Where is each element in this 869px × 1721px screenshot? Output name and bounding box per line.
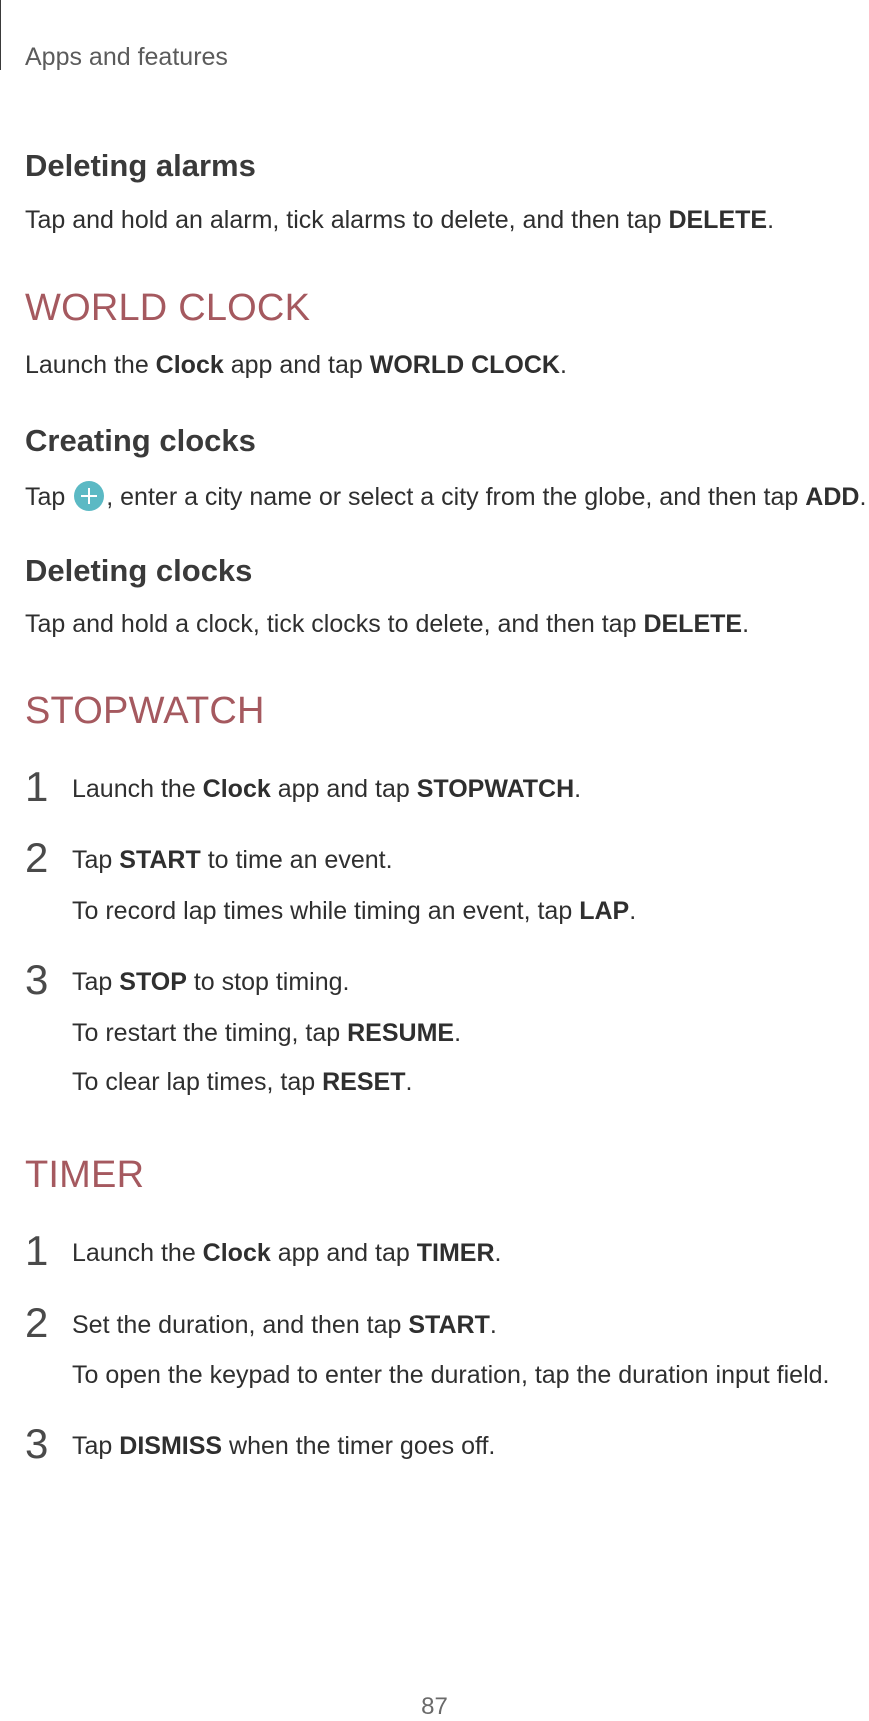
keyword-clock: Clock <box>202 775 271 803</box>
step-number: 2 <box>25 834 49 881</box>
step-number: 1 <box>25 1227 49 1274</box>
keyword-add: ADD <box>805 483 860 511</box>
add-icon <box>74 481 104 511</box>
keyword-start: START <box>119 846 201 874</box>
keyword-lap: LAP <box>579 897 630 925</box>
paragraph-world-clock: Launch the Clock app and tap WORLD CLOCK. <box>25 351 567 379</box>
running-header: Apps and features <box>25 43 228 71</box>
keyword-stopwatch: STOPWATCH <box>416 775 575 803</box>
keyword-delete: DELETE <box>668 206 768 234</box>
header-rule <box>0 0 1 70</box>
step-number: 2 <box>25 1299 49 1346</box>
heading-deleting-clocks: Deleting clocks <box>25 553 253 588</box>
section-timer: TIMER <box>25 1154 145 1196</box>
paragraph-deleting-alarms: Tap and hold an alarm, tick alarms to delete, and then tap DELETE. <box>25 206 775 234</box>
step-number: 1 <box>25 763 49 810</box>
stopwatch-step-3-note-2: To clear lap times, tap RESET. <box>72 1068 413 1096</box>
section-world-clock: WORLD CLOCK <box>25 287 311 329</box>
keyword-reset: RESET <box>322 1068 406 1096</box>
section-stopwatch: STOPWATCH <box>25 690 265 732</box>
keyword-world-clock: WORLD CLOCK <box>369 351 560 379</box>
step-number: 3 <box>25 956 49 1003</box>
keyword-start: START <box>408 1311 490 1339</box>
keyword-clock: Clock <box>202 1239 271 1267</box>
keyword-delete: DELETE <box>643 610 743 638</box>
keyword-timer: TIMER <box>416 1239 495 1267</box>
paragraph-deleting-clocks: Tap and hold a clock, tick clocks to delete, and then tap DELETE. <box>25 610 750 638</box>
stopwatch-step-2-note: To record lap times while timing an event, tap LAP. <box>72 897 637 925</box>
heading-deleting-alarms: Deleting alarms <box>25 148 256 183</box>
keyword-resume: RESUME <box>347 1019 455 1047</box>
page-number: 87 <box>421 1693 448 1720</box>
timer-step-2-note: To open the keypad to enter the duration, tap the duration input field. <box>72 1361 830 1389</box>
keyword-dismiss: DISMISS <box>119 1432 223 1460</box>
paragraph-creating-clocks: Tap , enter a city name or select a city from the globe, and then tap ADD. <box>25 483 867 511</box>
stopwatch-step-3-note-1: To restart the timing, tap RESUME. <box>72 1019 462 1047</box>
heading-creating-clocks: Creating clocks <box>25 423 256 458</box>
keyword-clock: Clock <box>155 351 224 379</box>
keyword-stop: STOP <box>119 968 187 996</box>
step-number: 3 <box>25 1420 49 1467</box>
